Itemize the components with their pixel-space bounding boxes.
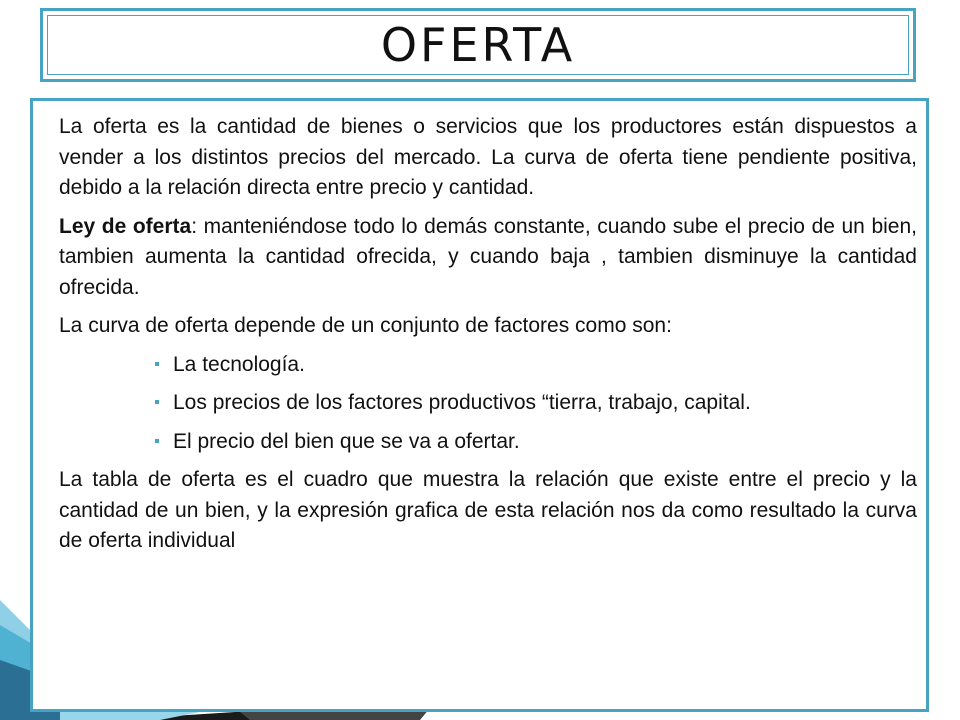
square-bullet-icon: [153, 427, 173, 457]
law-of-supply-text: : manteniéndose todo lo demás constante, cuando sube el precio de un bien, tambien aumenta la cantidad ofrecida, y cuando baja , tambien disminuye la cantidad ofrecida.: [59, 214, 917, 299]
law-of-supply-label: Ley de oferta: [59, 214, 192, 238]
factors-list: [59, 350, 917, 458]
list-item: [153, 427, 917, 458]
slide-title: OFERTA: [380, 18, 576, 72]
list-item-text: La tecnología.: [173, 352, 305, 376]
paragraph-law-of-supply: [59, 212, 917, 304]
list-item-text: El precio del bien que se va a ofertar.: [173, 429, 520, 453]
list-item: [153, 388, 917, 419]
list-item-text: Los precios de los factores productivos “tierra, trabajo, capital.: [173, 391, 751, 414]
title-frame: [40, 8, 916, 82]
paragraph-definition: La oferta es la cantidad de bienes o servicios que los productores están dispuestos a vender a los distintos precios del mercado. La curva de oferta tiene pendiente positiva, debido a la relación directa entre precio y cantidad.: [59, 115, 917, 199]
square-bullet-icon: [153, 388, 173, 418]
title-inner-frame: [47, 15, 909, 75]
square-bullet-icon: [153, 350, 173, 380]
list-item: [153, 350, 917, 381]
content-body: [59, 112, 917, 565]
paragraph-supply-table: La tabla de oferta es el cuadro que muestra la relación que existe entre el precio y la cantidad de un bien, y la expresión grafica de esta relación nos da como resultado la curva de oferta individual: [59, 468, 917, 552]
paragraph-factors-intro: La curva de oferta depende de un conjunto de factores como son:: [59, 314, 672, 337]
